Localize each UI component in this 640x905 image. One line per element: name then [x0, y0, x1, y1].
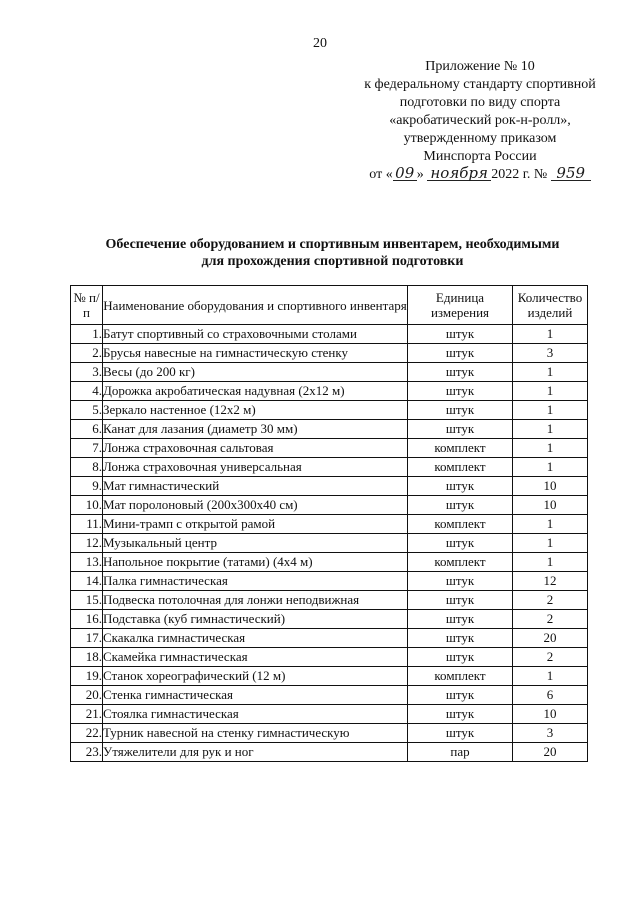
item-unit: штук	[408, 344, 513, 363]
header-unit: Единица измерения	[408, 286, 513, 325]
item-quantity: 1	[513, 534, 588, 553]
row-number: 22.	[71, 724, 103, 743]
item-quantity: 6	[513, 686, 588, 705]
item-unit: штук	[408, 572, 513, 591]
row-number: 1.	[71, 325, 103, 344]
row-number: 21.	[71, 705, 103, 724]
item-name: Напольное покрытие (татами) (4х4 м)	[103, 553, 408, 572]
appendix-line: к федеральному стандарту спортивной	[364, 77, 596, 92]
item-name: Стоялка гимнастическая	[103, 705, 408, 724]
item-quantity: 12	[513, 572, 588, 591]
item-unit: штук	[408, 382, 513, 401]
item-quantity: 10	[513, 705, 588, 724]
handwritten-day: 09	[393, 166, 417, 181]
item-quantity: 1	[513, 325, 588, 344]
item-unit: штук	[408, 629, 513, 648]
item-quantity: 2	[513, 648, 588, 667]
header-num: № п/п	[71, 286, 103, 325]
item-unit: комплект	[408, 515, 513, 534]
item-unit: штук	[408, 477, 513, 496]
order-date-line	[350, 166, 610, 184]
item-quantity: 3	[513, 724, 588, 743]
item-name: Канат для лазания (диаметр 30 мм)	[103, 420, 408, 439]
appendix-line: «акробатический рок-н-ролл»,	[389, 113, 571, 128]
table-row	[71, 629, 588, 648]
item-name: Подставка (куб гимнастический)	[103, 610, 408, 629]
item-quantity: 1	[513, 553, 588, 572]
item-quantity: 1	[513, 667, 588, 686]
item-unit: штук	[408, 325, 513, 344]
item-unit: пар	[408, 743, 513, 762]
handwritten-month: ноября	[427, 166, 491, 181]
item-quantity: 20	[513, 629, 588, 648]
table-row	[71, 724, 588, 743]
order-year: 2022 г. №	[491, 167, 548, 182]
table-row	[71, 401, 588, 420]
row-number: 14.	[71, 572, 103, 591]
row-number: 9.	[71, 477, 103, 496]
table-row	[71, 648, 588, 667]
date-mid: »	[416, 167, 424, 182]
table-row	[71, 705, 588, 724]
item-name: Весы (до 200 кг)	[103, 363, 408, 382]
item-quantity: 10	[513, 496, 588, 515]
item-quantity: 2	[513, 610, 588, 629]
appendix-header	[350, 58, 610, 184]
table-row	[71, 496, 588, 515]
appendix-line: Минспорта России	[423, 149, 537, 164]
item-unit: штук	[408, 724, 513, 743]
item-name: Стенка гимнастическая	[103, 686, 408, 705]
row-number: 16.	[71, 610, 103, 629]
row-number: 2.	[71, 344, 103, 363]
table-row	[71, 572, 588, 591]
item-quantity: 1	[513, 401, 588, 420]
appendix-title: Приложение № 10	[425, 59, 535, 74]
item-name: Турник навесной на стенку гимнастическую	[103, 724, 408, 743]
row-number: 11.	[71, 515, 103, 534]
item-name: Батут спортивный со страховочными столами	[103, 325, 408, 344]
row-number: 10.	[71, 496, 103, 515]
row-number: 13.	[71, 553, 103, 572]
item-unit: штук	[408, 363, 513, 382]
item-name: Станок хореографический (12 м)	[103, 667, 408, 686]
row-number: 3.	[71, 363, 103, 382]
item-name: Зеркало настенное (12х2 м)	[103, 401, 408, 420]
title-line: Обеспечение оборудованием и спортивным инвентарем, необходимыми	[105, 237, 560, 252]
title-line: для прохождения спортивной подготовки	[201, 254, 464, 269]
item-name: Лонжа страховочная универсальная	[103, 458, 408, 477]
table-row	[71, 363, 588, 382]
table-row	[71, 686, 588, 705]
table-row	[71, 458, 588, 477]
item-unit: штук	[408, 420, 513, 439]
item-name: Дорожка акробатическая надувная (2х12 м)	[103, 382, 408, 401]
item-unit: комплект	[408, 439, 513, 458]
item-unit: штук	[408, 496, 513, 515]
row-number: 5.	[71, 401, 103, 420]
item-name: Музыкальный центр	[103, 534, 408, 553]
item-unit: комплект	[408, 667, 513, 686]
item-name: Лонжа страховочная сальтовая	[103, 439, 408, 458]
item-name: Брусья навесные на гимнастическую стенку	[103, 344, 408, 363]
row-number: 20.	[71, 686, 103, 705]
item-quantity: 1	[513, 363, 588, 382]
table-row	[71, 515, 588, 534]
page-number: 20	[313, 36, 327, 51]
item-quantity: 1	[513, 420, 588, 439]
table-body	[71, 325, 588, 762]
item-name: Мат поролоновый (200х300х40 см)	[103, 496, 408, 515]
item-quantity: 3	[513, 344, 588, 363]
item-unit: комплект	[408, 553, 513, 572]
table-row	[71, 382, 588, 401]
item-quantity: 20	[513, 743, 588, 762]
item-quantity: 1	[513, 515, 588, 534]
row-number: 15.	[71, 591, 103, 610]
item-quantity: 1	[513, 439, 588, 458]
table-row	[71, 325, 588, 344]
header-qty: Количество изделий	[513, 286, 588, 325]
row-number: 4.	[71, 382, 103, 401]
header-name: Наименование оборудования и спортивного инвентаря	[103, 286, 408, 325]
item-name: Мат гимнастический	[103, 477, 408, 496]
row-number: 19.	[71, 667, 103, 686]
item-unit: штук	[408, 610, 513, 629]
item-unit: комплект	[408, 458, 513, 477]
table-header-row	[71, 286, 588, 325]
row-number: 7.	[71, 439, 103, 458]
item-name: Подвеска потолочная для лонжи неподвижная	[103, 591, 408, 610]
table-row	[71, 477, 588, 496]
table-row	[71, 610, 588, 629]
row-number: 18.	[71, 648, 103, 667]
table-row	[71, 591, 588, 610]
item-unit: штук	[408, 705, 513, 724]
item-name: Мини-трамп с открытой рамой	[103, 515, 408, 534]
equipment-table	[70, 285, 588, 762]
item-name: Скакалка гимнастическая	[103, 629, 408, 648]
item-quantity: 1	[513, 382, 588, 401]
row-number: 8.	[71, 458, 103, 477]
item-unit: штук	[408, 648, 513, 667]
row-number: 17.	[71, 629, 103, 648]
handwritten-order-number: 959	[551, 166, 591, 181]
appendix-line: подготовки по виду спорта	[399, 95, 561, 110]
date-prefix: от «	[369, 167, 393, 182]
row-number: 6.	[71, 420, 103, 439]
table-row	[71, 534, 588, 553]
item-quantity: 1	[513, 458, 588, 477]
table-row	[71, 553, 588, 572]
item-unit: штук	[408, 686, 513, 705]
row-number: 12.	[71, 534, 103, 553]
item-quantity: 10	[513, 477, 588, 496]
table-row	[71, 420, 588, 439]
item-name: Палка гимнастическая	[103, 572, 408, 591]
document-title	[60, 236, 605, 270]
table-row	[71, 743, 588, 762]
item-name: Скамейка гимнастическая	[103, 648, 408, 667]
item-unit: штук	[408, 591, 513, 610]
table-row	[71, 667, 588, 686]
table-row	[71, 439, 588, 458]
item-name: Утяжелители для рук и ног	[103, 743, 408, 762]
item-quantity: 2	[513, 591, 588, 610]
row-number: 23.	[71, 743, 103, 762]
table-row	[71, 344, 588, 363]
appendix-line: утвержденному приказом	[403, 131, 557, 146]
item-unit: штук	[408, 534, 513, 553]
item-unit: штук	[408, 401, 513, 420]
